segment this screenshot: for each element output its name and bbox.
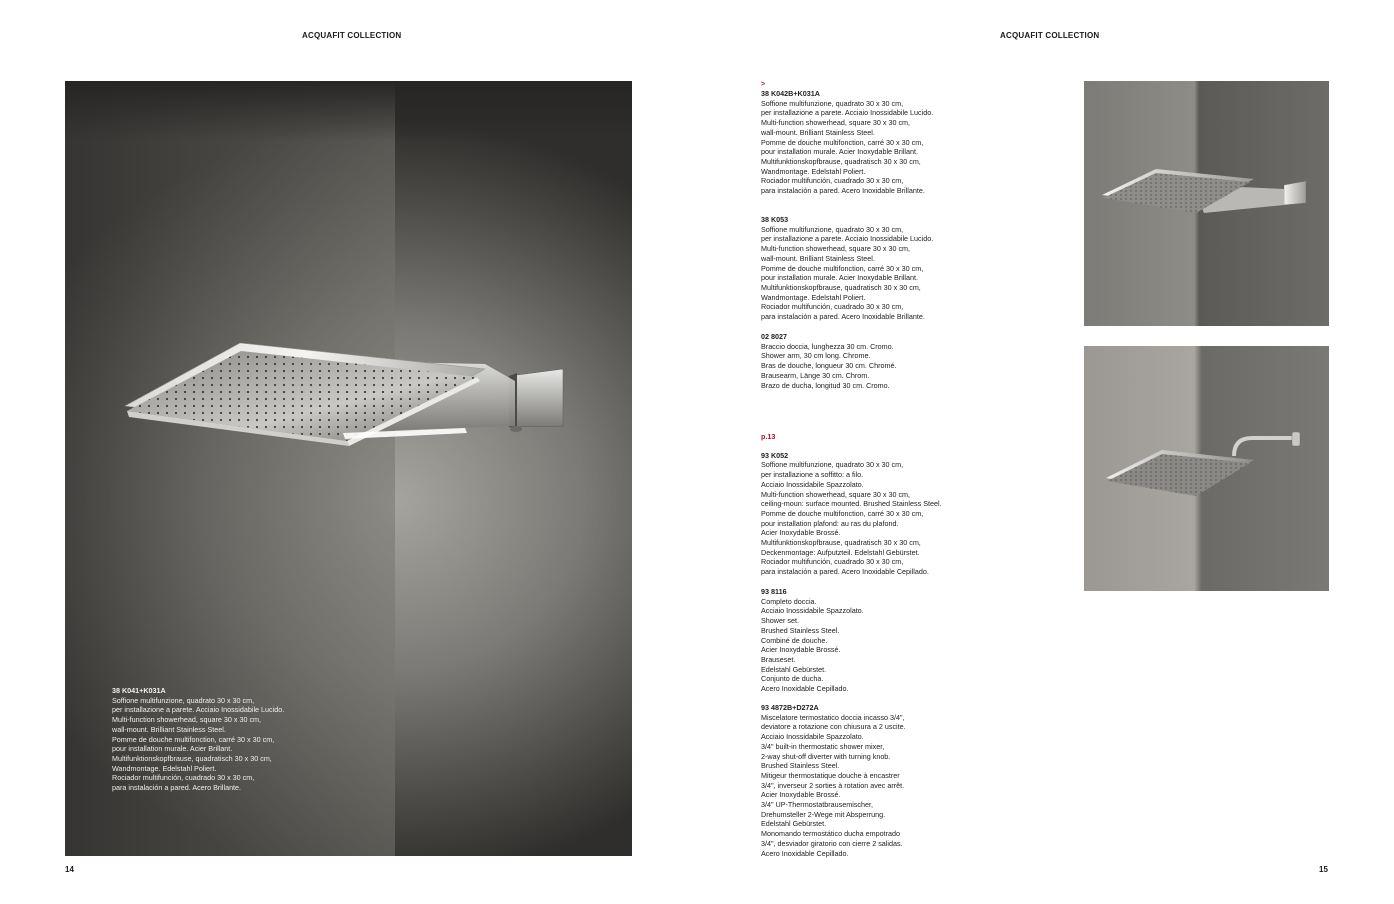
hero-caption-line: wall-mount. Brilliant Stainless Steel. <box>112 724 226 734</box>
product-block-38-k053 <box>761 215 961 322</box>
hero-caption <box>112 686 352 793</box>
product-photo-wall-showerhead <box>1084 81 1329 326</box>
product-line: Wandmontage. Edelstahl Poliert. <box>761 292 866 302</box>
product-code: 93 8116 <box>761 587 787 596</box>
product-line: Combiné de douche. <box>761 635 828 645</box>
product-line: deviatore a rotazione con chiusura a 2 uscite. <box>761 722 906 732</box>
product-line: Multi-function showerhead, square 30 x 30 cm, <box>761 244 911 254</box>
product-line: wall-mount. Brilliant Stainless Steel. <box>761 127 875 137</box>
product-code: 02 8027 <box>761 332 787 341</box>
product-line: Acero Inoxidable Cepillado. <box>761 848 849 858</box>
product-line: Mitigeur thermostatique douche à encastrer <box>761 770 900 780</box>
product-line: pour installation murale. Acier Inoxydable Brillant. <box>761 273 919 283</box>
product-block-02-8027 <box>761 332 961 390</box>
product-line: per installazione a soffitto: a filo. <box>761 470 864 480</box>
right-page-header: ACQUAFIT COLLECTION <box>1000 31 1100 40</box>
product-line: pour installation plafond: au ras du plafond. <box>761 518 899 528</box>
product-line: Pomme de douche multifonction, carré 30 x 30 cm, <box>761 508 924 518</box>
product-line: pour installation murale. Acier Inoxydable Brillant. <box>761 147 919 157</box>
product-line: para instalación a pared. Acero Inoxidable Cepillado. <box>761 567 929 577</box>
product-code: 93 K052 <box>761 450 789 460</box>
product-line: Acciaio Inossidabile Spazzolato. <box>761 732 864 742</box>
product-line: 3/4" built-in thermostatic shower mixer, <box>761 741 885 751</box>
product-line: Multifunktionskopfbrause, quadratisch 30 x 30 cm, <box>761 538 921 548</box>
hero-caption-line: per installazione a parete. Acciaio Inossidabile Lucido. <box>112 705 285 715</box>
product-line: Soffione multifunzione, quadrato 30 x 30 cm, <box>761 224 904 234</box>
product-line: 2-way shut-off diverter with turning knob. <box>761 751 891 761</box>
left-page-header: ACQUAFIT COLLECTION <box>302 31 402 40</box>
product-line: Wandmontage. Edelstahl Poliert. <box>761 166 866 176</box>
product-line: Acier Inoxydable Brossé. <box>761 528 841 538</box>
product-line: Deckenmontage: Aufputzteil. Edelstahl Gebürstet. <box>761 547 920 557</box>
product-block-93-8116 <box>761 587 961 694</box>
left-page-number: 14 <box>65 865 74 874</box>
product-block-93-k052 <box>761 432 961 577</box>
product-line: Multi-function showerhead, square 30 x 30 cm, <box>761 489 911 499</box>
square-showerhead-curved-arm-illustration <box>1084 346 1329 591</box>
product-line: Miscelatore termostatico doccia incasso 3/4", <box>761 712 905 722</box>
product-line: para instalación a pared. Acero Inoxidable Brillante. <box>761 186 925 196</box>
product-line: Acciaio Inossidabile Spazzolato. <box>761 479 864 489</box>
product-line: per installazione a parete. Acciaio Inossidabile Lucido. <box>761 234 934 244</box>
product-line: 3/4", desviador giratorio con cierre 2 salidas. <box>761 838 903 848</box>
product-line: Soffione multifunzione, quadrato 30 x 30 cm, <box>761 460 904 470</box>
product-line: Acciaio Inossidabile Spazzolato. <box>761 606 864 616</box>
hero-caption-line: Pomme de douche multifonction, carré 30 x 30 cm, <box>112 734 275 744</box>
product-line: Brushed Stainless Steel. <box>761 761 840 771</box>
product-code: 93 4872B+D272A <box>761 703 819 712</box>
product-line: Brazo de ducha, longitud 30 cm. Cromo. <box>761 380 890 390</box>
product-line: Acier Inoxydable Brossé. <box>761 790 841 800</box>
product-line: Multifunktionskopfbrause, quadratisch 30 x 30 cm, <box>761 282 921 292</box>
product-line: Brushed Stainless Steel. <box>761 625 840 635</box>
product-line: Multi-function showerhead, square 30 x 30 cm, <box>761 118 911 128</box>
product-line: Acier Inoxydable Brossé. <box>761 645 841 655</box>
product-line: 3/4" UP-Thermostatbrausemischer, <box>761 800 874 810</box>
product-line: Braccio doccia, lunghezza 30 cm. Cromo. <box>761 341 894 351</box>
product-line: Completo doccia. <box>761 596 817 606</box>
product-photo-ceiling-arm-showerhead <box>1084 346 1329 591</box>
product-line: Monomando termostático ducha empotrado <box>761 829 901 839</box>
product-line: Shower arm, 30 cm long. Chrome. <box>761 351 871 361</box>
hero-caption-line: Wandmontage. Edelstahl Poliert. <box>112 763 217 773</box>
product-line: para instalación a pared. Acero Inoxidable Brillante. <box>761 312 925 322</box>
product-line: Bras de douche, longueur 30 cm. Chromé. <box>761 361 897 371</box>
product-line: Multifunktionskopfbrause, quadratisch 30 x 30 cm, <box>761 156 921 166</box>
right-page-number: 15 <box>1319 865 1328 874</box>
arrow-marker: > <box>761 81 766 88</box>
hero-caption-line: Multifunktionskopfbrause, quadratisch 30 x 30 cm, <box>112 753 272 763</box>
product-line: Conjunto de ducha. <box>761 674 824 684</box>
product-line: Drehumsteller 2-Wege mit Absperrung. <box>761 809 886 819</box>
hero-caption-line: Multi-function showerhead, square 30 x 30 cm, <box>112 715 262 725</box>
product-line: 3/4", inverseur 2 sorties à rotation avec arrêt. <box>761 780 905 790</box>
product-line: wall-mount. Brilliant Stainless Steel. <box>761 253 875 263</box>
square-showerhead-wall-arm-illustration <box>1084 81 1329 326</box>
product-line: Rociador multifunción, cuadrado 30 x 30 cm, <box>761 302 904 312</box>
product-code: 38 K042B+K031A <box>761 89 820 98</box>
hero-caption-line: pour installation murale. Acier Brillant. <box>112 744 233 754</box>
product-line: Acero Inoxidable Cepillado. <box>761 684 849 694</box>
product-line: Rociador multifunción, cuadrado 30 x 30 cm, <box>761 176 904 186</box>
hero-caption-line: para instalación a pared. Acero Brillante. <box>112 783 242 793</box>
hero-caption-code: 38 K041+K031A <box>112 686 166 695</box>
product-line: Soffione multifunzione, quadrato 30 x 30 cm, <box>761 98 904 108</box>
hero-caption-line: Rociador multifunción, cuadrado 30 x 30 cm, <box>112 773 255 783</box>
product-line: Pomme de douche multifonction, carré 30 x 30 cm, <box>761 263 924 273</box>
product-line: Pomme de douche multifonction, carré 30 x 30 cm, <box>761 137 924 147</box>
product-block-38-k042b <box>761 81 961 196</box>
product-line: Edelstahl Gebürstet. <box>761 819 827 829</box>
product-line: Brausearm, Länge 30 cm. Chrom. <box>761 370 870 380</box>
product-line: Edelstahl Gebürstet. <box>761 664 827 674</box>
product-line: Rociador multifunción, cuadrado 30 x 30 cm, <box>761 557 904 567</box>
product-code: 38 K053 <box>761 215 789 224</box>
hero-caption-line: Soffione multifunzione, quadrato 30 x 30 cm, <box>112 695 255 705</box>
product-line: Brauseset. <box>761 654 796 664</box>
product-line: ceiling-moun: surface mounted. Brushed Stainless Steel. <box>761 499 942 509</box>
product-line: per installazione a parete. Acciaio Inossidabile Lucido. <box>761 108 934 118</box>
page-reference: p.13 <box>761 432 776 441</box>
product-line: Shower set. <box>761 616 799 626</box>
product-block-93-4872b <box>761 703 961 858</box>
